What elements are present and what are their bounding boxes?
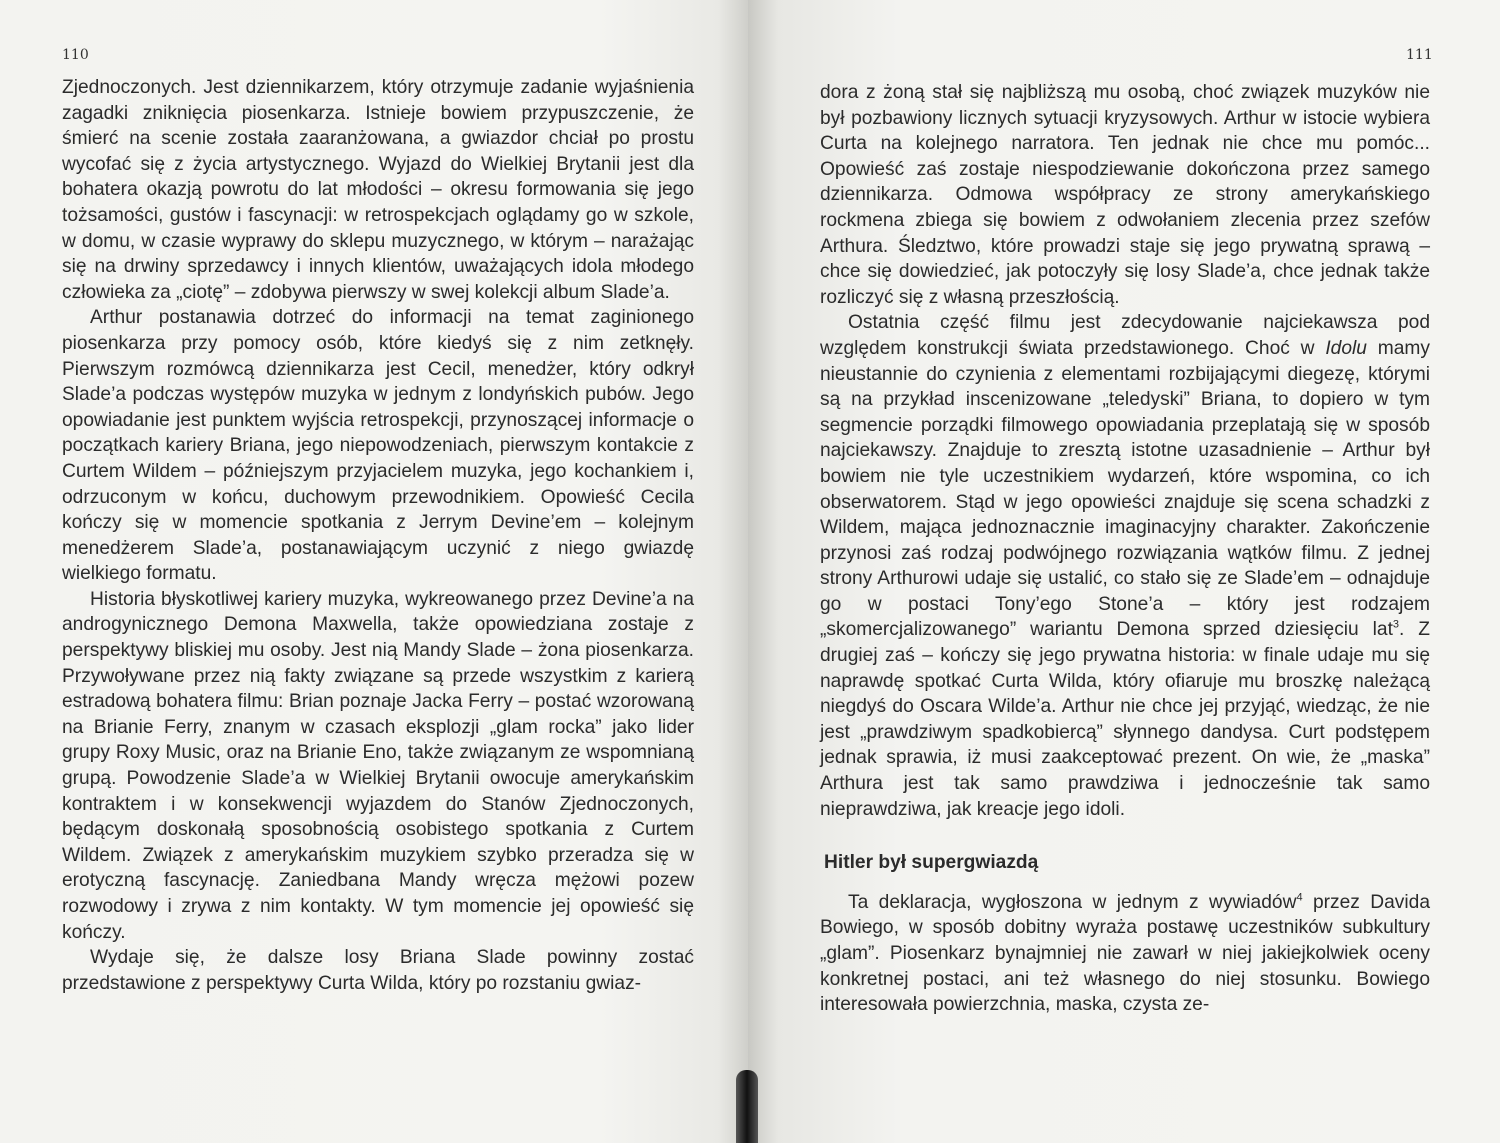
left-page-text: [62, 75, 694, 996]
paragraph: Zjednoczonych. Jest dziennikarzem, który otrzymuje zadanie wyjaśnienia zagadki zniknięcia piosenkarza. Istnieje bowiem przypuszczenie, że śmierć na scenie została zaaranżowana, a gwiazdor chciał po prostu wycofać się z życia artystycznego. Wyjazd do Wielkiej Brytanii jest dla bohatera okazją powrotu do lat młodości – okresu formowania się jego tożsamości, gustów i fascynacji: w retrospekcjach oglądamy go w szkole, w domu, w czasie wyprawy do sklepu muzycznego, w którym – narażając się na drwiny sprzedawcy i innych klientów, uważających idola młodego człowieka za „ciotę” – zdobywa pierwszy w swej kolekcji album Slade’a.: [62, 77, 694, 303]
paragraph: Historia błyskotliwej kariery muzyka, wykreowanego przez Devine’a na androgynicznego Demona Maxwella, także opowiedziana zostaje z perspektywy bliskiej mu osoby. Jest nią Mandy Slade – żona piosenkarza. Przywoływane przez nią fakty związane są przede wszystkim z karierą estradową bohatera filmu: Brian poznaje Jacka Ferry – postać wzorowaną na Brianie Ferry, znanym w czasach eksplozji „glam rocka” jako lider grupy Roxy Music, oraz na Brianie Eno, także związanym ze wspomnianą grupą. Powodzenie Slade’a w Wielkiej Brytanii owocuje amerykańskim kontraktem i w konsekwencji wyjazdem do Stanów Zjednoczonych, będącym doskonałą sposobnością osobistego spotkania z Curtem Wildem. Związek z amerykańskim muzykiem szybko przeradza się w erotyczną fascynację. Zaniedbana Mandy wręcza mężowi pozew rozwodowy i zrywa z nim kontakty. W tym momencie jej opowieść się kończy.: [62, 588, 694, 943]
text-run: przez Davida Bowiego, w sposób dobitny wyraża postawę uczestników subkultury „glam”. Piosenkarz bynajmniej nie zawarł w niej jakiejkolwiek oceny konkretnej postaci, ani też własnego do niej stosunku. Bowiego interesowała powierzchnia, maska, czysta ze-: [820, 891, 1430, 1016]
film-title: Idolu: [1325, 337, 1367, 359]
paragraph: [820, 310, 1430, 822]
text-run: Ostatnia część filmu jest zdecydowanie najciekawsza pod względem konstrukcji świata przedstawionego. Choć w: [820, 312, 1430, 359]
right-page-text: [820, 80, 1430, 1018]
footnote-marker: 3: [1392, 619, 1400, 632]
page-number-left: 110: [62, 47, 89, 63]
text-run: mamy nieustannie do czynienia z elementami rozbijającymi diegezę, którymi są na przykład inscenizowane „teledyski” Briana, to dopiero w tym segmencie porządki filmowego opowiadania przeplatają się w sposób najciekawszy. Znajduje to zresztą istotne uzasadnienie – Arthur był bowiem nie tyle uczestnikiem wydarzeń, które wspomina, co ich obserwatorem. Stąd w jego opowieści znajduje się scena schadzki z Wildem, mająca jednoznacznie imaginacyjny charakter. Zakończenie przynosi zaś rodzaj podwójnego rozwiązania wątków filmu. Z jednej strony Arthurowi udaje się ustalić, co stało się ze Slade’em – odnajduje go w postaci Tony’ego Stone’a – który jest rodzajem „skomercjalizowanego” wariantu Demona sprzed dziesięciu lat: [820, 337, 1430, 641]
text-run: . Z drugiej zaś – kończy się jego prywatna historia: w finale udaje mu się naprawdę spotkać Curta Wilda, który ofiaruje mu broszkę należącą niegdyś do Oscara Wilde’a. Arthur nie chce jej przyjąć, wiedząc, że nie jest „prawdziwym spadkobiercą” słynnego dandysa. Curt podstępem jednak sprawia, iż musi zaakceptować prezent. On wie, że „maska” Arthura jest tak samo prawdziwa i jednocześnie tak samo nieprawdziwa, jak kreacje jego idoli.: [820, 619, 1430, 820]
footnote-marker: 4: [1296, 891, 1303, 904]
page-number-right: 111: [1406, 47, 1433, 63]
paragraph: [820, 890, 1430, 1018]
text-run: Ta deklaracja, wygłoszona w jednym z wywiadów: [848, 891, 1297, 913]
book-binding-shadow: [736, 1070, 758, 1143]
left-page: [0, 0, 748, 1143]
paragraph: Arthur postanawia dotrzeć do informacji na temat zaginionego piosenkarza przy pomocy osób, które kiedyś się z nim zetknęły. Pierwszym rozmówcą dziennikarza jest Cecil, menedżer, który odkrył Slade’a podczas występów muzyka w jednym z londyńskich pubów. Jego opowiadanie jest punktem wyjścia retrospekcji, przynoszącej informacje o początkach kariery Briana, jego niepowodzeniach, pierwszym kontakcie z Curtem Wildem – późniejszym przyjacielem muzyka, jego kochankiem i, odrzuconym w końcu, duchowym przewodnikiem. Opowieść Cecila kończy się w momencie spotkania z Jerrym Devine’em – kolejnym menedżerem Slade’a, postanawiającym uczynić z niego gwiazdę wielkiego formatu.: [62, 307, 694, 585]
right-page: [748, 0, 1500, 1143]
paragraph: dora z żoną stał się najbliższą mu osobą, choć związek muzyków nie był pozbawiony licznych sytuacji kryzysowych. Arthur w istocie wybiera Curta na kolejnego narratora. Ten jednak nie chce mu pomóc... Opowieść zaś zostaje niespodziewanie dokończona przez samego dziennikarza. Odmowa współpracy ze strony amerykańskiego rockmena zbiega się bowiem z odwołaniem zlecenia przez szefów Arthura. Śledztwo, które prowadzi staje się jego prywatną sprawą – chce się dowiedzieć, jak potoczyły się losy Slade’a, chce jednak także rozliczyć się z własną przeszłością.: [820, 82, 1430, 308]
paragraph: Wydaje się, że dalsze losy Briana Slade powinny zostać przedstawione z perspektywy Curta Wilda, który po rozstaniu gwiaz-: [62, 947, 694, 994]
section-heading: Hitler był supergwiazdą: [824, 852, 1039, 874]
